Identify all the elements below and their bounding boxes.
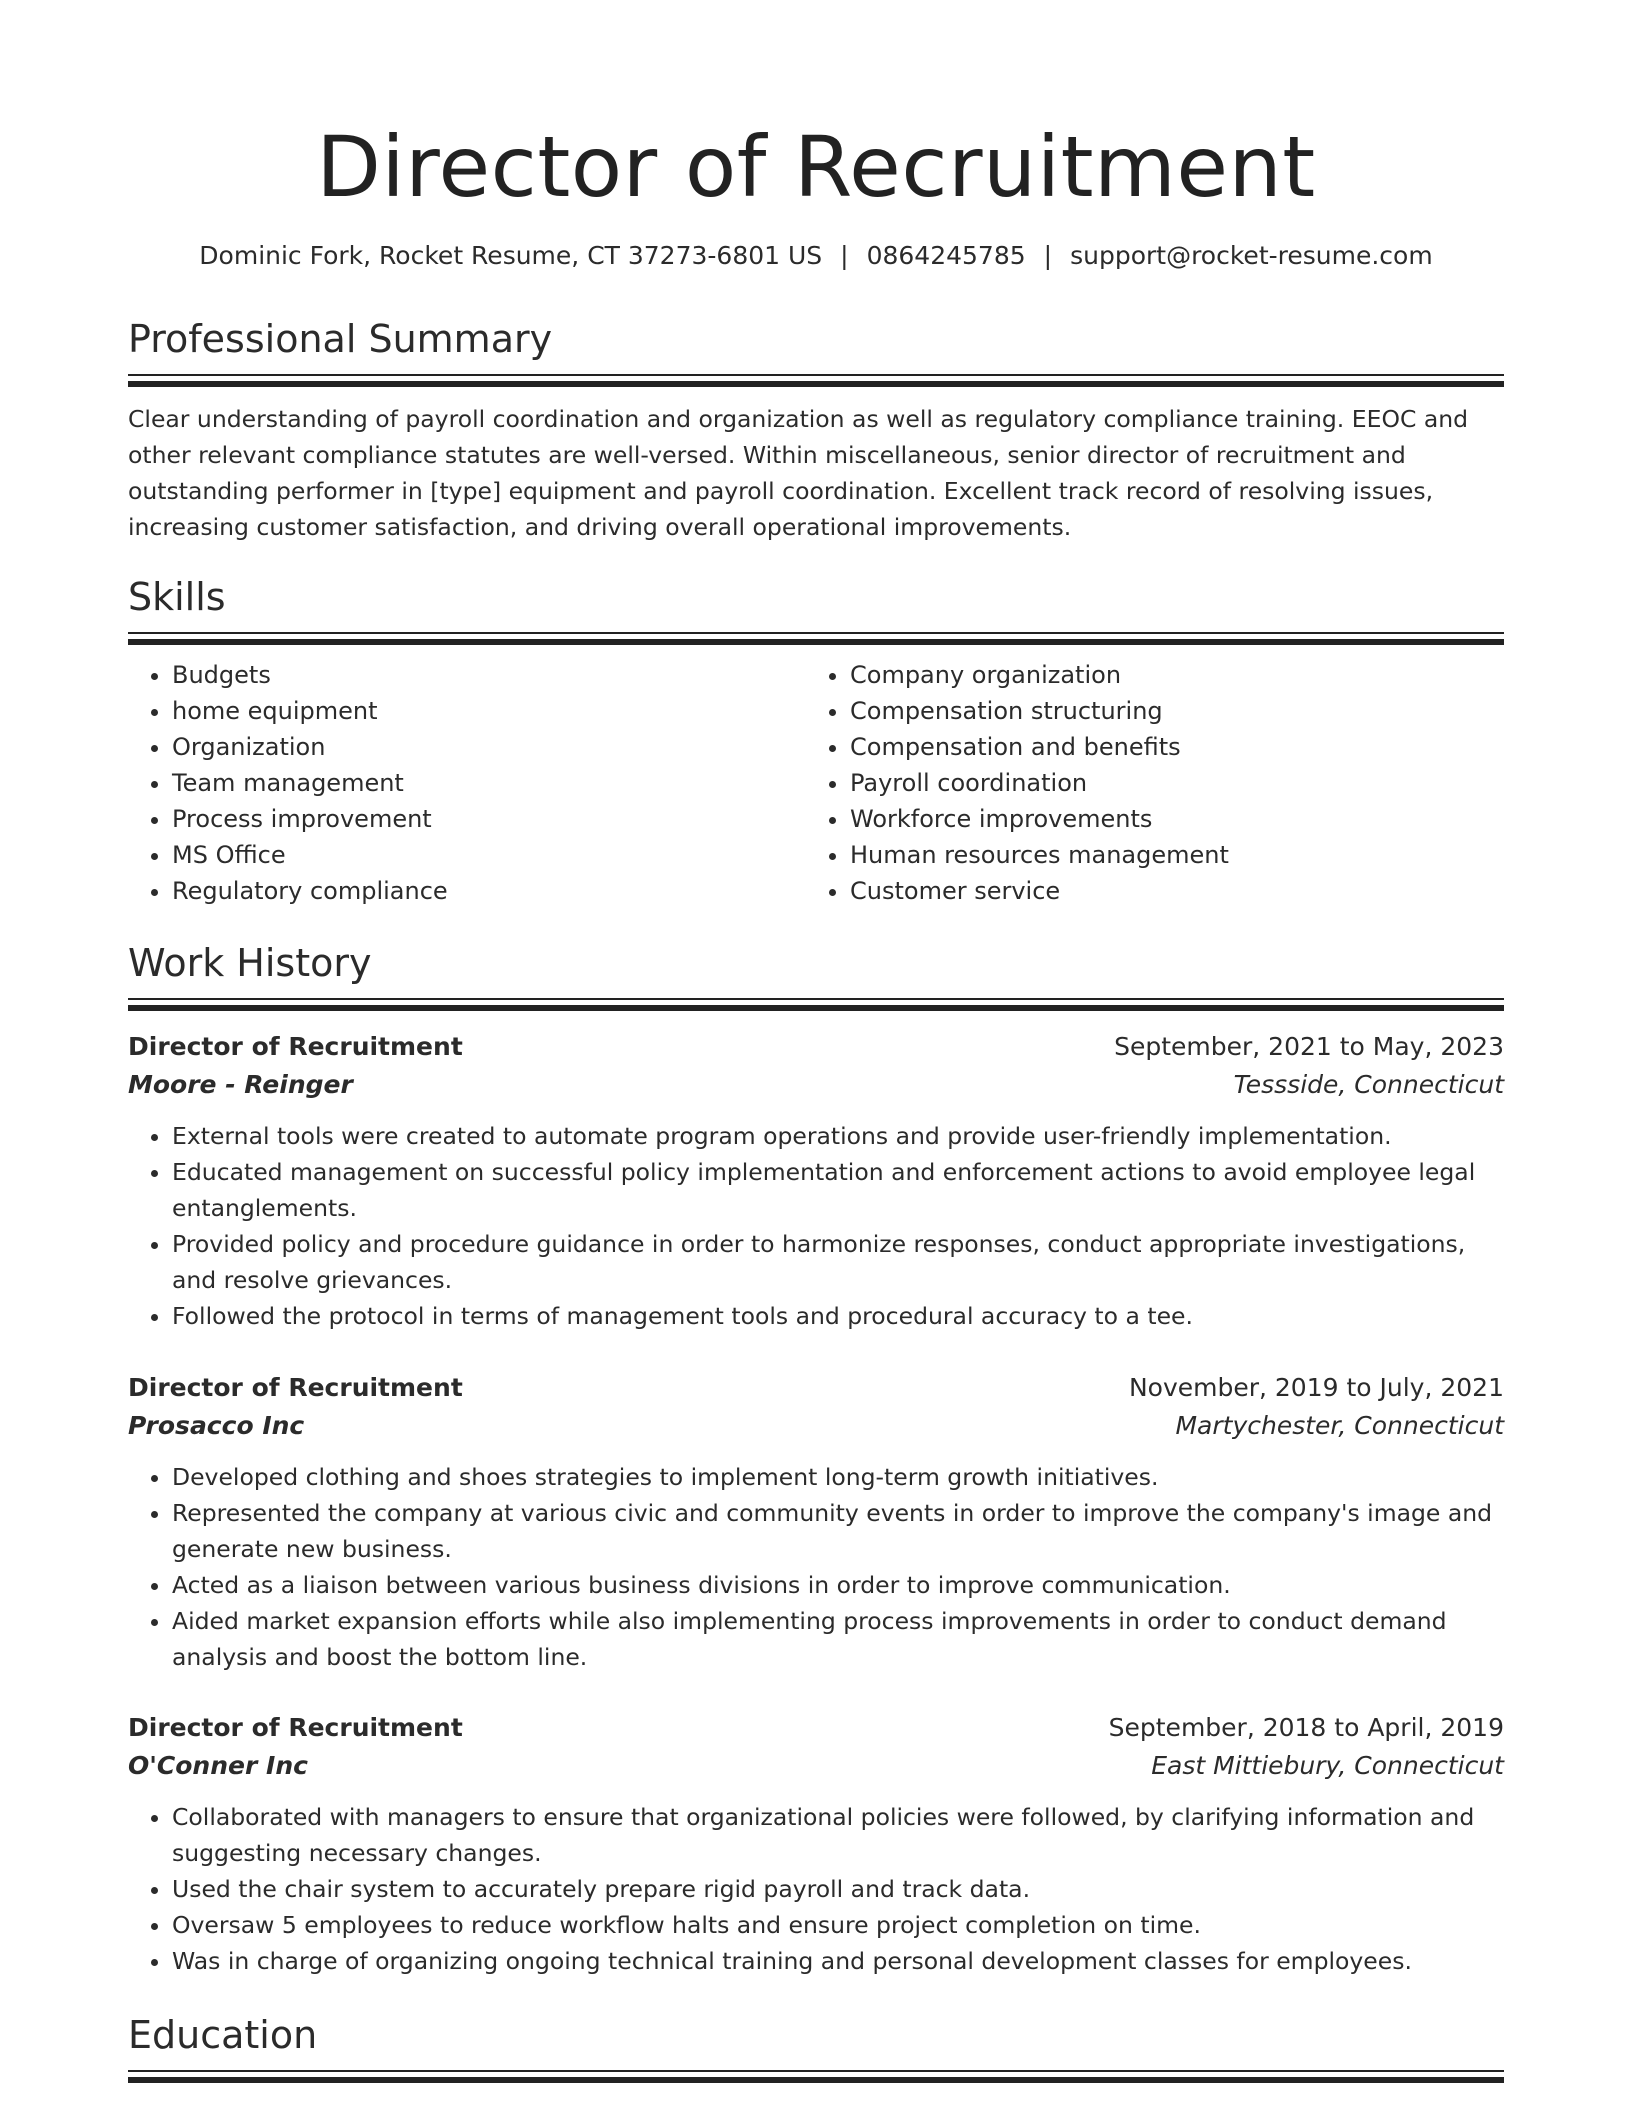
skill-item: • Regulatory compliance [172,873,806,909]
job-title: Director of Recruitment [128,1713,463,1742]
skill-item: • Workforce improvements [850,801,1484,837]
education-heading: Education [128,2013,318,2057]
summary-text: Clear understanding of payroll coordination and organization as well as regulatory compliance training. EEOC and other relevant compliance statutes are well-versed. Within miscellaneous, senior director of recruitment and outstanding performer in [type] equipment and payroll coordination. Excellent track record of resolving issues, increasing customer satisfaction, and driving overall operational improvements. [128,405,1469,541]
job-dates: September, 2021 to May, 2023 [1114,1032,1504,1061]
job-bullet: • Used the chair system to accurately prepare rigid payroll and track data. [172,1871,1504,1907]
summary-heading: Professional Summary [128,317,553,361]
contact-email: support@rocket-resume.com [1070,241,1433,270]
job-bullets [128,1459,1504,1675]
job-company: O'Conner Inc [128,1751,308,1780]
work-history-heading: Work History [128,941,372,985]
job-bullet: • Aided market expansion efforts while also implementing process improvements in order to conduct demand analysis and boost the bottom line. [172,1603,1504,1675]
skill-item: • MS Office [172,837,806,873]
job-bullet: • Provided policy and procedure guidance in order to harmonize responses, conduct appropriate investigations, and resolve grievances. [172,1226,1504,1298]
resume-title: Director of Recruitment [316,118,1316,216]
job-bullet: • Followed the protocol in terms of management tools and procedural accuracy to a tee. [172,1298,1504,1334]
skills-column-right [806,657,1484,909]
job-entry [128,1369,1504,1675]
job-bullet: • Collaborated with managers to ensure that organizational policies were followed, by clarifying information and suggesting necessary changes. [172,1799,1504,1871]
job-company: Moore - Reinger [128,1070,353,1099]
skill-item: • Compensation and benefits [850,729,1484,765]
skill-item: • home equipment [172,693,806,729]
skill-item: • Compensation structuring [850,693,1484,729]
contact-separator: | [840,241,849,270]
contact-phone: 0864245785 [866,241,1026,270]
education-section [128,2010,1504,2083]
work-history-section [128,938,1504,1011]
contact-line [128,238,1504,274]
job-location: Martychester, Connecticut [1175,1411,1504,1440]
job-bullet: • External tools were created to automate program operations and provide user-friendly implementation. [172,1118,1504,1154]
job-bullet: • Developed clothing and shoes strategies to implement long-term growth initiatives. [172,1459,1504,1495]
summary-section [128,314,1504,545]
skill-item: • Payroll coordination [850,765,1484,801]
job-bullet: • Educated management on successful policy implementation and enforcement actions to avoid employee legal entanglements. [172,1154,1504,1226]
job-bullet: • Acted as a liaison between various business divisions in order to improve communication. [172,1567,1504,1603]
skill-item: • Organization [172,729,806,765]
job-company: Prosacco Inc [128,1411,305,1440]
job-dates: September, 2018 to April, 2019 [1108,1713,1504,1742]
contact-address: Dominic Fork, Rocket Resume, CT 37273-6801 US [199,241,823,270]
job-bullet: • Was in charge of organizing ongoing technical training and personal development classes for employees. [172,1943,1504,1979]
job-location: East Mittiebury, Connecticut [1151,1751,1504,1780]
skill-item: • Human resources management [850,837,1484,873]
section-divider [128,998,1504,1011]
skills-column-left [128,657,806,909]
job-entry [128,1028,1504,1334]
skills-heading: Skills [128,575,226,619]
section-divider [128,374,1504,387]
section-divider [128,632,1504,645]
contact-separator: | [1043,241,1053,270]
skill-item: • Customer service [850,873,1484,909]
job-bullet: • Oversaw 5 employees to reduce workflow halts and ensure project completion on time. [172,1907,1504,1943]
job-entry [128,1709,1504,1979]
job-title: Director of Recruitment [128,1032,463,1061]
section-divider [128,2070,1504,2083]
skill-item: • Process improvement [172,801,806,837]
skills-section [128,572,1504,909]
skill-item: • Team management [172,765,806,801]
job-bullets [128,1118,1504,1334]
job-bullets [128,1799,1504,1979]
job-dates: November, 2019 to July, 2021 [1128,1373,1504,1402]
skill-item: • Budgets [172,657,806,693]
job-bullet: • Represented the company at various civic and community events in order to improve the company's image and generate new business. [172,1495,1504,1567]
job-title: Director of Recruitment [128,1373,463,1402]
job-location: Tessside, Connecticut [1233,1070,1504,1099]
skills-list [128,657,1504,909]
skill-item: • Company organization [850,657,1484,693]
